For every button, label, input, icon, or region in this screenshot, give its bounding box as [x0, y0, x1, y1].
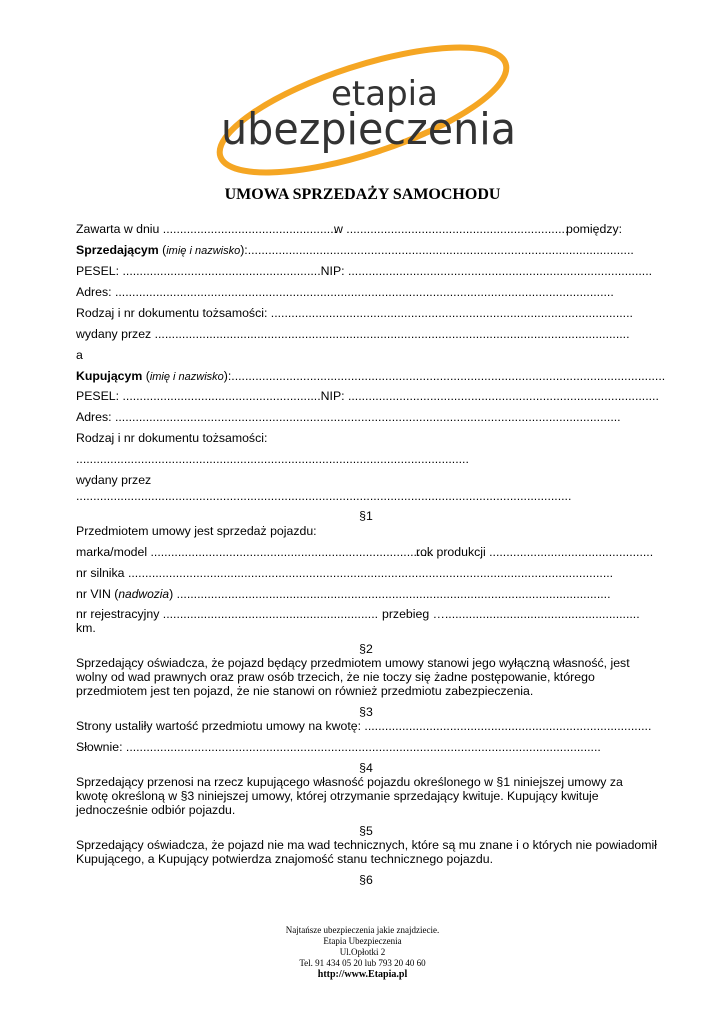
vin-label: nr VIN ( — [76, 587, 119, 601]
production-year-field: rok produkcji ................................................ — [416, 545, 654, 559]
section-2-text: Sprzedający oświadcza, że pojazd będący przedmiotem umowy stanowi jego wyłączną własność, jest wolny od wad prawnych oraz praw osób trzecich, że nie toczy się żadne postępowanie, którego przedmiotem jest ten pojazd, że nie stanowi on również przedmiotu zabezpieczenia. — [76, 656, 630, 698]
buyer-id-doc: Rodzaj i nr dokumentu tożsamości: — [76, 431, 268, 445]
footer-slogan: Najtańsze ubezpieczenia jakie znajdziecie. — [285, 925, 440, 935]
buyer-nip: NIP: ........................................................................................... — [320, 389, 659, 403]
buyer-pesel-line — [76, 389, 659, 404]
buyer-address: Adres: .................................................................................................................................................... — [76, 410, 621, 424]
logo-word-etapia: etapia — [331, 74, 438, 114]
seller-hint: imię i nazwisko — [166, 245, 241, 257]
section-5-text: Sprzedający oświadcza, że pojazd nie ma wad technicznych, które są mu znane i o których nie powiadomił Kupującego, a Kupujący potwierdza znajomość stanu technicznego pojazdu. — [76, 838, 657, 866]
seller-address: Adres: .................................................................................................................................................. — [76, 285, 614, 299]
concluded-line — [76, 222, 623, 237]
seller-name-dots: ):................................................................................................................. — [240, 243, 634, 257]
footer-phone: Tel. 91 434 05 20 lub 793 20 40 60 — [299, 958, 426, 968]
section-1-heading: §1 — [359, 509, 373, 523]
buyer-issued-line: ................................................................................................................................................. — [76, 489, 572, 503]
logo-word-ubezpieczenia: ubezpieczenia — [221, 104, 516, 155]
vin-dots: ) ............................................................................................................................... — [169, 587, 611, 601]
registration-line — [76, 607, 640, 622]
document-title: UMOWA SPRZEDAŻY SAMOCHODU — [224, 186, 501, 203]
footer-website-link[interactable]: http://www.Etapia.pl — [317, 969, 408, 980]
section-2-heading: §2 — [359, 642, 373, 656]
and-word: a — [76, 348, 83, 362]
paren: ( — [158, 243, 167, 257]
paren: ( — [142, 369, 150, 383]
buyer-issued-by: wydany przez — [76, 473, 152, 487]
date-field: Zawarta w dniu ................................................... — [76, 222, 338, 236]
section-4-heading: §4 — [359, 761, 373, 775]
engine-number: nr silnika .............................................................................................................................................. — [76, 566, 614, 580]
vehicle-intro: Przedmiotem umowy jest sprzedaż pojazdu: — [76, 524, 317, 538]
agreed-value: Strony ustaliły wartość przedmiotu umowy na kwotę: .................................................................................... — [76, 719, 652, 733]
between-label: pomiędzy: — [566, 222, 623, 236]
buyer-id-doc-line: ................................................................................................................... — [76, 452, 469, 466]
seller-issued-by: wydany przez ........................................................................................................................................... — [76, 327, 630, 341]
seller-nip: NIP: ......................................................................................... — [320, 264, 653, 278]
buyer-name-dots: ):............................................................................................................................... — [223, 369, 666, 383]
mileage-unit: km. — [76, 621, 96, 635]
seller-pesel: PESEL: .......................................................... — [76, 264, 321, 278]
buyer-name-line — [76, 369, 665, 385]
value-in-words: Słownie: ........................................................................................................................................... — [76, 740, 601, 754]
seller-pesel-line — [76, 264, 652, 279]
vin-line — [76, 587, 610, 602]
seller-id-doc: Rodzaj i nr dokumentu tożsamości: .......................................................................................................... — [76, 306, 633, 320]
section-5-heading: §5 — [359, 824, 373, 838]
place-field: w ................................................................. — [334, 222, 569, 236]
make-model-line — [76, 545, 654, 560]
footer-address: Ul.Opłotki 2 — [339, 947, 386, 957]
make-model-field: marka/model ................................................................................... — [76, 545, 435, 559]
buyer-hint: imię i nazwisko — [149, 371, 224, 383]
buyer-pesel: PESEL: .......................................................... — [76, 389, 321, 403]
footer-company: Etapia Ubezpieczenia — [323, 936, 402, 946]
vin-hint: nadwozia — [118, 587, 170, 601]
etapia-logo — [213, 40, 523, 180]
registration-field: nr rejestracyjny ............................................................... — [76, 607, 379, 621]
section-3-heading: §3 — [359, 705, 373, 719]
section-4-text: Sprzedający przenosi na rzecz kupującego własność pojazdu określonego w §1 niniejszej umowy za kwotę określoną w §3 niniejszej umowy, której otrzymanie sprzedający kwituje. Kupujący kwituje jednocześnie odbiór pojazdu. — [76, 775, 623, 817]
seller-label: Sprzedającym — [76, 243, 159, 257]
footer — [0, 925, 725, 980]
seller-name-line — [76, 243, 634, 259]
mileage-field: przebieg …......................................................... — [382, 607, 640, 621]
buyer-label: Kupującym — [76, 369, 143, 383]
section-6-heading: §6 — [359, 873, 373, 887]
